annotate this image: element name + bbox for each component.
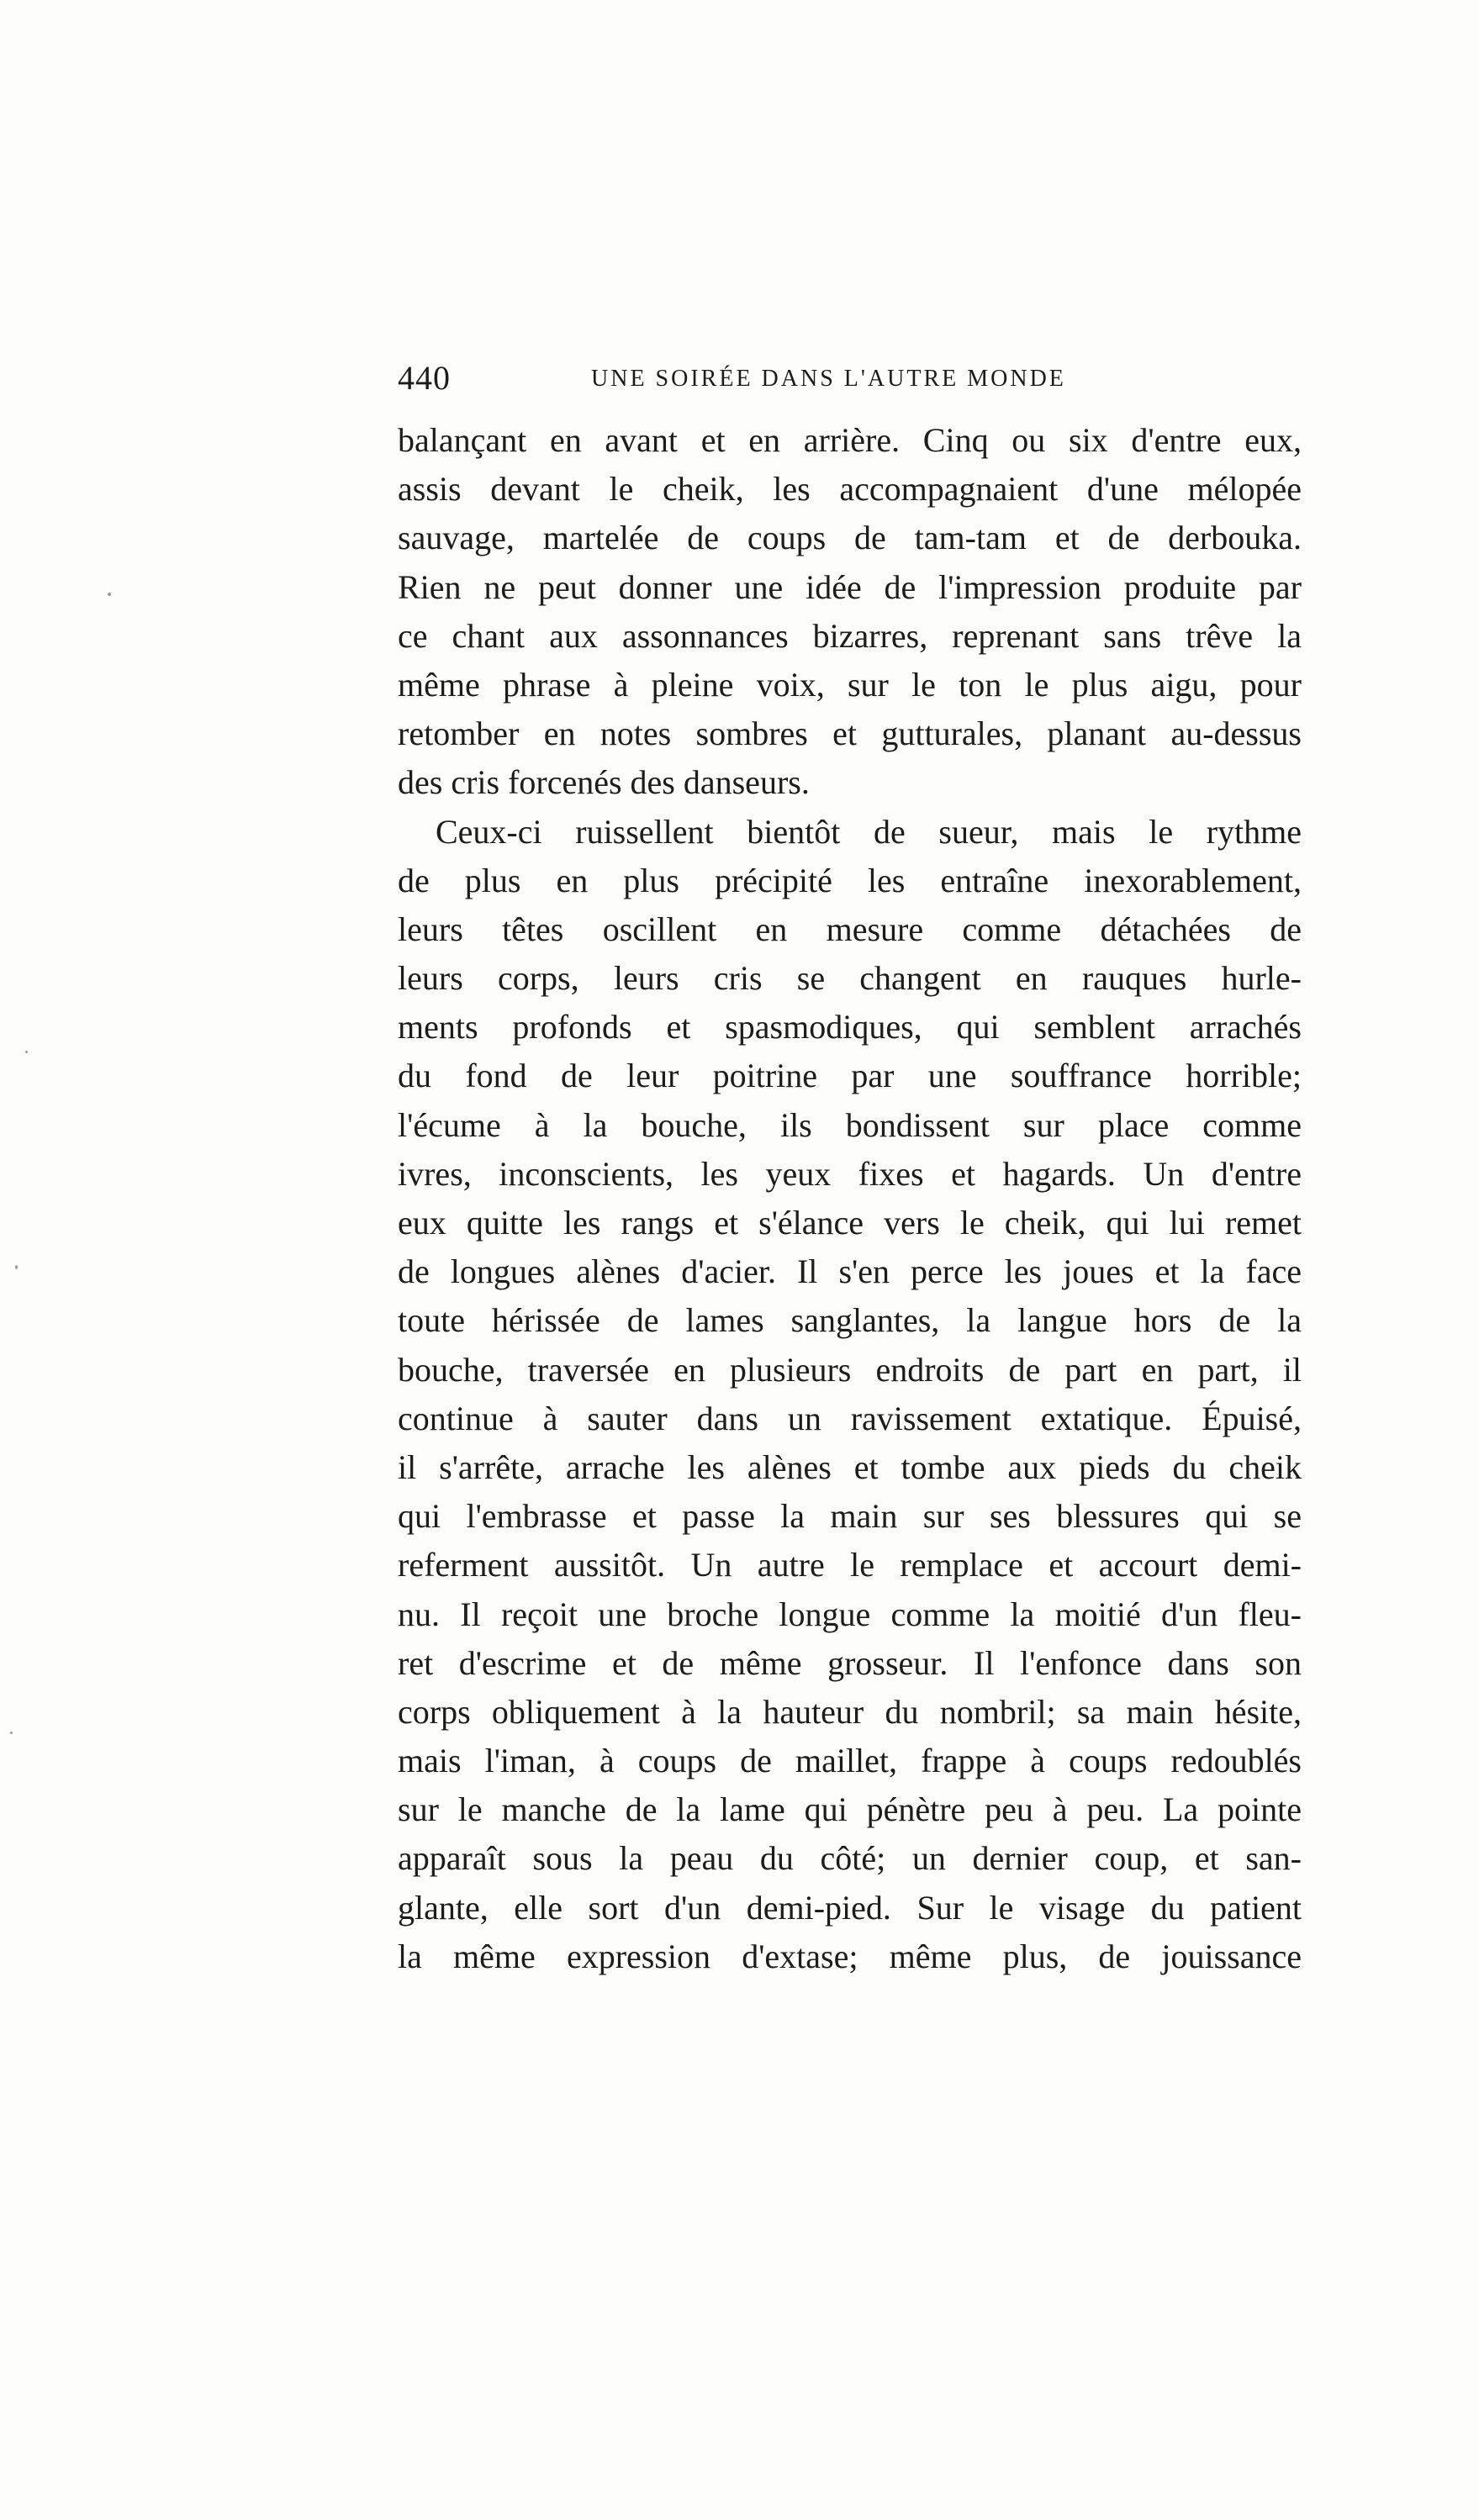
text-line: nu. Il reçoit une broche longue comme la moitié d'un fleu- [398, 1595, 1302, 1633]
text-line: Rien ne peut donner une idée de l'impression produite par [398, 567, 1302, 606]
body-text [398, 416, 1302, 1981]
text-line: bouche, traversée en plusieurs endroits de part en part, il [398, 1350, 1302, 1389]
text-line: du fond de leur poitrine par une souffrance horrible; [398, 1057, 1302, 1095]
text-line: Ceux-ci ruissellent bientôt de sueur, mais le rythme [436, 812, 1302, 851]
text-line: sur le manche de la lame qui pénètre peu à peu. La pointe [398, 1790, 1302, 1829]
running-head [398, 357, 1302, 399]
text-line: continue à sauter dans un ravissement extatique. Épuisé, [398, 1399, 1302, 1437]
text-line: corps obliquement à la hauteur du nombril; sa main hésite, [398, 1692, 1302, 1731]
text-line: assis devant le cheik, les accompagnaient d'une mélopée [398, 470, 1302, 509]
running-title: UNE SOIRÉE DANS L'AUTRE MONDE [591, 366, 1066, 392]
text-line: leurs têtes oscillent en mesure comme détachées de [398, 909, 1302, 948]
scan-speck [10, 1732, 13, 1734]
text-line: ce chant aux assonnances bizarres, reprenant sans trêve la [398, 616, 1302, 655]
text-line: la même expression d'extase; même plus, de jouissance [398, 1937, 1302, 1975]
text-line: mais l'iman, à coups de maillet, frappe à coups redoublés [398, 1742, 1302, 1780]
text-line: sauvage, martelée de coups de tam-tam et de derbouka. [398, 519, 1302, 557]
text-line: apparaît sous la peau du côté; un dernier coup, et san- [398, 1839, 1302, 1878]
text-line: l'écume à la bouche, ils bondissent sur place comme [398, 1105, 1302, 1144]
text-line: de plus en plus précipité les entraîne inexorablement, [398, 861, 1302, 899]
text-line: leurs corps, leurs cris se changent en rauques hurle- [398, 959, 1302, 998]
text-line: balançant en avant et en arrière. Cinq ou six d'entre eux, [398, 421, 1302, 459]
text-line: retomber en notes sombres et gutturales, planant au-dessus [398, 714, 1302, 753]
text-line: il s'arrête, arrache les alènes et tombe aux pieds du cheik [398, 1447, 1302, 1486]
text-line: des cris forcenés des danseurs. [398, 763, 810, 802]
text-line: ments profonds et spasmodiques, qui semblent arrachés [398, 1008, 1302, 1046]
page-number: 440 [398, 359, 451, 397]
text-line: referment aussitôt. Un autre le remplace et accourt demi- [398, 1546, 1302, 1584]
text-line: glante, elle sort d'un demi-pied. Sur le visage du patient [398, 1888, 1302, 1927]
scan-speck [15, 1265, 18, 1269]
scan-speck [108, 593, 111, 596]
text-line: ivres, inconscients, les yeux fixes et hagards. Un d'entre [398, 1154, 1302, 1193]
text-line: eux quitte les rangs et s'élance vers le cheik, qui lui remet [398, 1204, 1302, 1242]
text-line: qui l'embrasse et passe la main sur ses blessures qui se [398, 1497, 1302, 1536]
text-line: toute hérissée de lames sanglantes, la langue hors de la [398, 1301, 1302, 1340]
paragraph [398, 808, 1302, 1982]
paragraph [398, 416, 1302, 808]
text-line: de longues alènes d'acier. Il s'en perce les joues et la face [398, 1252, 1302, 1291]
text-line: ret d'escrime et de même grosseur. Il l'enfonce dans son [398, 1643, 1302, 1682]
text-line: même phrase à pleine voix, sur le ton le plus aigu, pour [398, 665, 1302, 704]
scan-speck [25, 1051, 28, 1053]
